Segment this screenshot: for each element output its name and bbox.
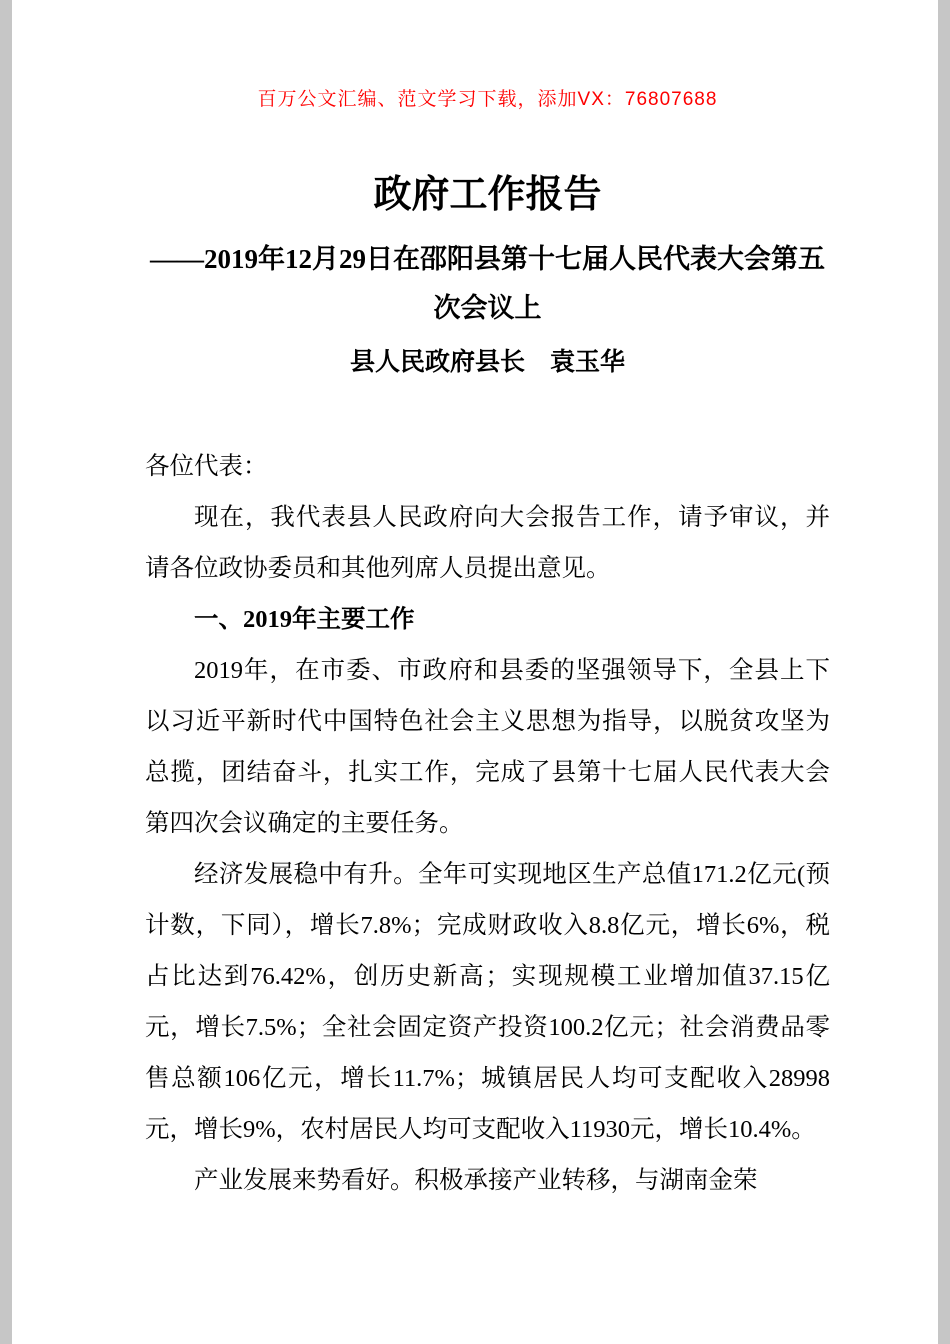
paragraph-overview: 2019年，在市委、市政府和县委的坚强领导下，全县上下以习近平新时代中国特色社会主义思想为指导，以脱贫攻坚为总揽，团结奋斗，扎实工作，完成了县第十七届人民代表大会第四次会议确定的主要任务。 <box>145 656 830 837</box>
paragraph-intro: 现在，我代表县人民政府向大会报告工作，请予审议，并请各位政协委员和其他列席人员提出意见。 <box>145 503 830 582</box>
paragraph-industry: 产业发展来势看好。积极承接产业转移，与湖南金荣 <box>194 1166 758 1194</box>
document-content <box>12 0 938 1206</box>
section-heading-2019-work: 一、2019年主要工作 <box>194 605 415 633</box>
promo-header-text: 百万公文汇编、范文学习下载，添加VX：76807688 <box>257 89 718 110</box>
paragraph-economy: 经济发展稳中有升。全年可实现地区生产总值171.2亿元(预计数，下同），增长7.8%；完成财政收入8.8亿元，增长6%，税占比达到76.42%，创历史新高；实现规模工业增加值37.15亿元，增长7.5%；全社会固定资产投资100.2亿元；社会消费品零售总额106亿元，增长11.7%；城镇居民人均可支配收入28998元，增长9%，农村居民人均可支配收入11930元，增长10.4%。 <box>145 860 830 1143</box>
document-body <box>145 441 830 1206</box>
document-author-line: 县人民政府县长 袁玉华 <box>349 348 625 376</box>
document-title: 政府工作报告 <box>373 174 602 216</box>
document-page <box>12 0 938 1344</box>
document-subtitle: ——2019年12月29日在邵阳县第十七届人民代表大会第五次会议上 <box>150 243 825 323</box>
paragraph-salutation: 各位代表： <box>145 452 268 480</box>
